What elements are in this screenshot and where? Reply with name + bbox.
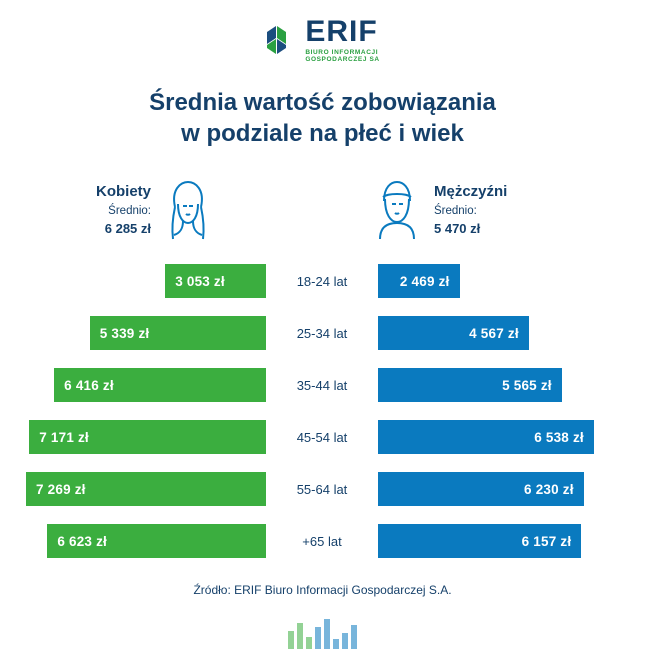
bar-male[interactable] [378,524,581,558]
logo-subtitle [305,50,379,63]
age-group-label: 35-44 lat [296,377,348,393]
footer-watermark-icon [0,619,645,649]
bar-female[interactable] [165,264,266,298]
chart-row-male [378,368,630,402]
logo-subtitle-line1: BIURO INFORMACJI [305,49,379,56]
source-note: Źródło: ERIF Biuro Informacji Gospodarczej S.A. [193,583,452,598]
bar-female-label: 7 269 zł [36,481,86,497]
legend-female [96,177,217,243]
bar-male-label: 2 469 zł [399,273,450,289]
logo-subtitle-line2: GOSPODARCZEJ SA [305,55,380,63]
chart-row [14,467,631,511]
bar-male[interactable] [378,368,562,402]
bar-female[interactable] [90,316,266,350]
legend-male-name: Mężczyźni [434,183,508,201]
bar-female-label: 6 416 zł [64,377,114,393]
bar-female[interactable] [29,420,266,454]
logo-text [305,17,379,63]
bar-female-label: 3 053 zł [175,273,225,289]
chart-row-male [378,316,630,350]
chart-row [14,415,631,459]
erif-cube-icon [265,23,299,57]
legend-female-average-value: 6 285 zł [104,221,152,237]
chart-row [14,519,631,563]
bar-male-label: 6 157 zł [521,533,572,549]
age-group-label: 55-64 lat [296,481,348,497]
chart-row-female [14,264,266,298]
chart-row-male [378,472,630,506]
female-avatar-icon [159,177,217,243]
page-title-line1: Średnia wartość zobowiązania [149,89,496,116]
page-title [0,88,645,149]
legend-male [368,177,507,243]
chart-row-male [378,264,630,298]
logo-group [265,17,379,63]
male-avatar-icon [368,177,426,243]
chart-row-female [14,524,266,558]
legend-male-average-label: Średnio: [434,205,477,218]
bar-male[interactable] [378,420,594,454]
bar-male-label: 4 567 zł [469,325,519,341]
bar-female-label: 6 623 zł [57,533,107,549]
legend-female-text [96,177,159,239]
bar-male[interactable] [378,316,529,350]
bar-female[interactable] [26,472,266,506]
bar-female-label: 5 339 zł [99,325,150,341]
legend-female-average-label: Średnio: [108,205,152,218]
legend-female-name: Kobiety [96,183,152,201]
bar-female[interactable] [54,368,266,402]
logo-title: ERIF [305,15,378,48]
bar-female[interactable] [47,524,266,558]
chart-row-male [378,420,630,454]
chart-row-male [378,524,630,558]
age-group-label: 18-24 lat [296,273,348,289]
chart-row-female [14,472,266,506]
chart-row [14,259,631,303]
age-group-label: 25-34 lat [296,325,348,341]
chart-row-female [14,420,266,454]
bar-female-label: 7 171 zł [39,429,89,445]
legend [0,177,645,255]
bar-male-label: 6 538 zł [534,429,584,445]
chart-row-female [14,368,266,402]
bar-male-label: 6 230 zł [524,481,574,497]
age-group-label: +65 lat [302,533,342,549]
bar-male[interactable] [378,472,584,506]
legend-male-average-value: 5 470 zł [434,221,481,237]
brand-logo [0,0,645,64]
chart-row [14,311,631,355]
page-title-line2: w podziale na płeć i wiek [181,119,464,147]
bar-male-label: 5 565 zł [502,377,552,393]
bar-male[interactable] [378,264,460,298]
chart-row-female [14,316,266,350]
bar-chart [0,259,645,563]
chart-row [14,363,631,407]
legend-male-text [426,177,507,239]
age-group-label: 45-54 lat [296,429,348,445]
